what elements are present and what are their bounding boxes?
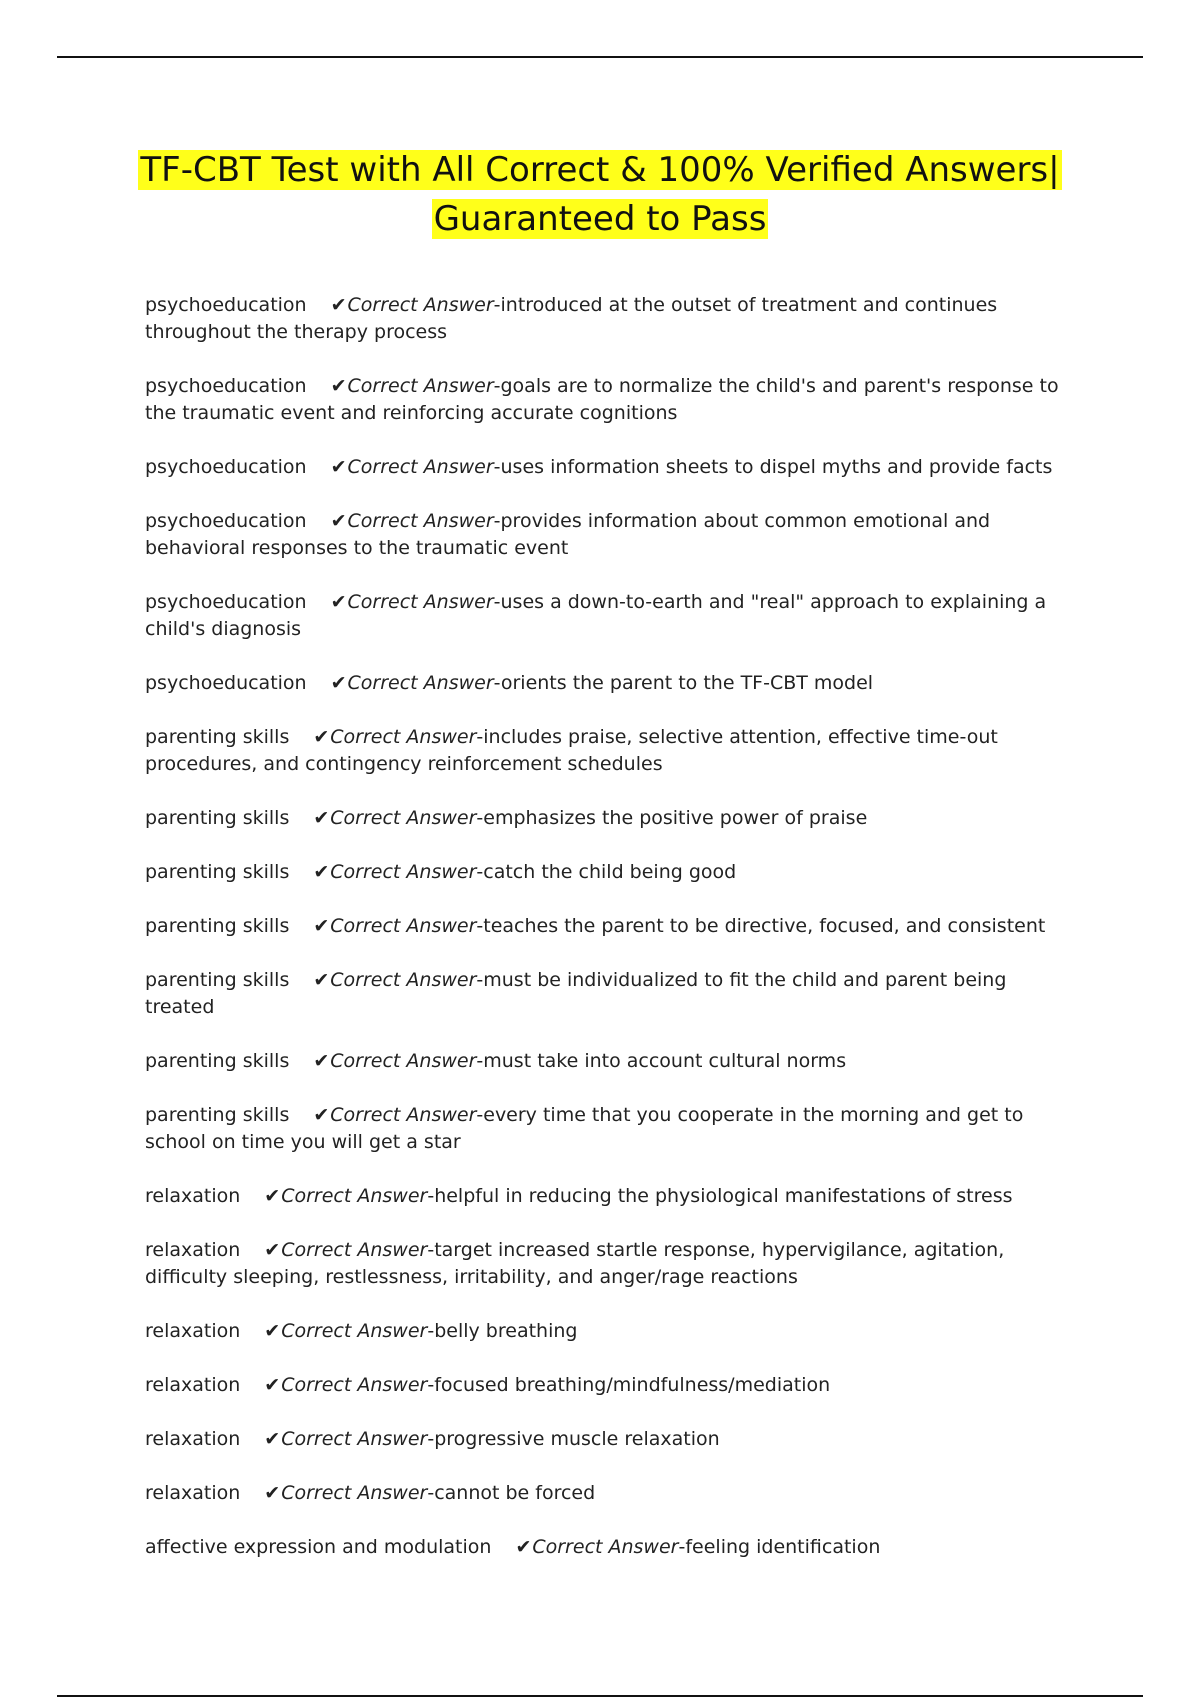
qa-term: relaxation — [145, 1374, 241, 1396]
check-icon: ✔ — [264, 1320, 281, 1342]
correct-answer-label: Correct Answer — [532, 1536, 679, 1558]
qa-item — [145, 1372, 1060, 1399]
check-icon: ✔ — [264, 1428, 281, 1450]
correct-answer-label: Correct Answer — [330, 969, 477, 991]
qa-answer: focused breathing/mindfulness/mediation — [434, 1374, 831, 1396]
correct-answer-label: Correct Answer — [281, 1320, 428, 1342]
qa-answer: must be individualized to fit the child and parent being treated — [145, 969, 1007, 1018]
qa-item — [145, 1318, 1060, 1345]
qa-term: parenting skills — [145, 969, 290, 991]
qa-item — [145, 1102, 1060, 1156]
qa-item — [145, 1534, 1060, 1561]
qa-term: relaxation — [145, 1320, 241, 1342]
correct-answer-label: Correct Answer — [281, 1239, 428, 1261]
correct-answer-label: Correct Answer — [281, 1428, 428, 1450]
qa-term: psychoeducation — [145, 375, 307, 397]
title-line-1: TF-CBT Test with All Correct & 100% Verified Answers| — [140, 150, 1060, 190]
qa-term: relaxation — [145, 1239, 241, 1261]
qa-item — [145, 967, 1060, 1021]
qa-answer: belly breathing — [434, 1320, 578, 1342]
document-title — [60, 146, 1140, 244]
qa-item — [145, 589, 1060, 643]
qa-answer: must take into account cultural norms — [483, 1050, 847, 1072]
correct-answer-label: Correct Answer — [330, 726, 477, 748]
qa-answer: target increased startle response, hypervigilance, agitation, difficulty sleeping, restlessness, irritability, and anger/rage reactions — [145, 1239, 1005, 1288]
answer-separator: - — [493, 510, 501, 532]
qa-answer: helpful in reducing the physiological manifestations of stress — [434, 1185, 1013, 1207]
qa-item — [145, 373, 1060, 427]
answer-separator: - — [493, 591, 501, 613]
check-icon: ✔ — [330, 510, 347, 532]
answer-separator: - — [493, 375, 501, 397]
correct-answer-label: Correct Answer — [347, 294, 494, 316]
check-icon: ✔ — [264, 1374, 281, 1396]
qa-item — [145, 1237, 1060, 1291]
check-icon: ✔ — [264, 1482, 281, 1504]
correct-answer-label: Correct Answer — [347, 591, 494, 613]
qa-term: parenting skills — [145, 1104, 290, 1126]
answer-separator: - — [427, 1482, 435, 1504]
qa-item — [145, 724, 1060, 778]
correct-answer-label: Correct Answer — [281, 1185, 428, 1207]
qa-item — [145, 292, 1060, 346]
title-line-2: Guaranteed to Pass — [433, 199, 767, 239]
qa-answer: cannot be forced — [434, 1482, 596, 1504]
check-icon: ✔ — [313, 915, 330, 937]
check-icon: ✔ — [515, 1536, 532, 1558]
qa-term: affective expression and modulation — [145, 1536, 492, 1558]
qa-answer: uses a down-to-earth and "real" approach to explaining a child's diagnosis — [145, 591, 1047, 640]
correct-answer-label: Correct Answer — [347, 510, 494, 532]
qa-item — [145, 454, 1060, 481]
correct-answer-label: Correct Answer — [330, 807, 477, 829]
qa-answer: provides information about common emotional and behavioral responses to the traumatic event — [145, 510, 991, 559]
check-icon: ✔ — [330, 294, 347, 316]
check-icon: ✔ — [313, 1050, 330, 1072]
qa-list — [145, 292, 1060, 1588]
check-icon: ✔ — [330, 456, 347, 478]
qa-answer: every time that you cooperate in the morning and get to school on time you will get a star — [145, 1104, 1024, 1153]
qa-term: parenting skills — [145, 1050, 290, 1072]
qa-term: parenting skills — [145, 861, 290, 883]
correct-answer-label: Correct Answer — [330, 1050, 477, 1072]
answer-separator: - — [427, 1320, 435, 1342]
check-icon: ✔ — [313, 726, 330, 748]
correct-answer-label: Correct Answer — [330, 1104, 477, 1126]
check-icon: ✔ — [264, 1239, 281, 1261]
answer-separator: - — [476, 1104, 484, 1126]
qa-term: psychoeducation — [145, 510, 307, 532]
answer-separator: - — [493, 456, 501, 478]
check-icon: ✔ — [330, 672, 347, 694]
check-icon: ✔ — [264, 1185, 281, 1207]
qa-item — [145, 670, 1060, 697]
qa-term: parenting skills — [145, 807, 290, 829]
qa-item — [145, 805, 1060, 832]
check-icon: ✔ — [313, 1104, 330, 1126]
qa-answer: teaches the parent to be directive, focused, and consistent — [483, 915, 1046, 937]
qa-answer: emphasizes the positive power of praise — [483, 807, 868, 829]
qa-term: psychoeducation — [145, 294, 307, 316]
qa-item — [145, 913, 1060, 940]
top-rule — [57, 56, 1143, 58]
qa-item — [145, 1183, 1060, 1210]
check-icon: ✔ — [313, 807, 330, 829]
qa-term: psychoeducation — [145, 591, 307, 613]
answer-separator: - — [476, 915, 484, 937]
correct-answer-label: Correct Answer — [347, 375, 494, 397]
qa-answer: uses information sheets to dispel myths and provide facts — [500, 456, 1053, 478]
qa-term: relaxation — [145, 1185, 241, 1207]
qa-answer: catch the child being good — [483, 861, 737, 883]
qa-term: parenting skills — [145, 726, 290, 748]
qa-item — [145, 859, 1060, 886]
check-icon: ✔ — [313, 861, 330, 883]
qa-term: parenting skills — [145, 915, 290, 937]
qa-item — [145, 1480, 1060, 1507]
answer-separator: - — [427, 1239, 435, 1261]
qa-item — [145, 1426, 1060, 1453]
answer-separator: - — [476, 861, 484, 883]
answer-separator: - — [427, 1374, 435, 1396]
qa-answer: includes praise, selective attention, effective time-out procedures, and contingency reinforcement schedules — [145, 726, 998, 775]
answer-separator: - — [493, 294, 501, 316]
qa-term: psychoeducation — [145, 672, 307, 694]
answer-separator: - — [476, 969, 484, 991]
check-icon: ✔ — [330, 375, 347, 397]
check-icon: ✔ — [330, 591, 347, 613]
bottom-rule — [57, 1695, 1143, 1697]
qa-term: psychoeducation — [145, 456, 307, 478]
qa-term: relaxation — [145, 1428, 241, 1450]
qa-answer: introduced at the outset of treatment and continues throughout the therapy process — [145, 294, 998, 343]
correct-answer-label: Correct Answer — [330, 861, 477, 883]
correct-answer-label: Correct Answer — [281, 1374, 428, 1396]
answer-separator: - — [476, 726, 484, 748]
answer-separator: - — [476, 807, 484, 829]
qa-answer: goals are to normalize the child's and parent's response to the traumatic event and reinforcing accurate cognitions — [145, 375, 1059, 424]
qa-answer: orients the parent to the TF-CBT model — [500, 672, 874, 694]
qa-item — [145, 508, 1060, 562]
answer-separator: - — [678, 1536, 686, 1558]
qa-answer: progressive muscle relaxation — [434, 1428, 720, 1450]
correct-answer-label: Correct Answer — [347, 672, 494, 694]
qa-answer: feeling identification — [685, 1536, 881, 1558]
answer-separator: - — [476, 1050, 484, 1072]
qa-term: relaxation — [145, 1482, 241, 1504]
qa-item — [145, 1048, 1060, 1075]
correct-answer-label: Correct Answer — [281, 1482, 428, 1504]
check-icon: ✔ — [313, 969, 330, 991]
answer-separator: - — [493, 672, 501, 694]
correct-answer-label: Correct Answer — [330, 915, 477, 937]
answer-separator: - — [427, 1428, 435, 1450]
correct-answer-label: Correct Answer — [347, 456, 494, 478]
answer-separator: - — [427, 1185, 435, 1207]
